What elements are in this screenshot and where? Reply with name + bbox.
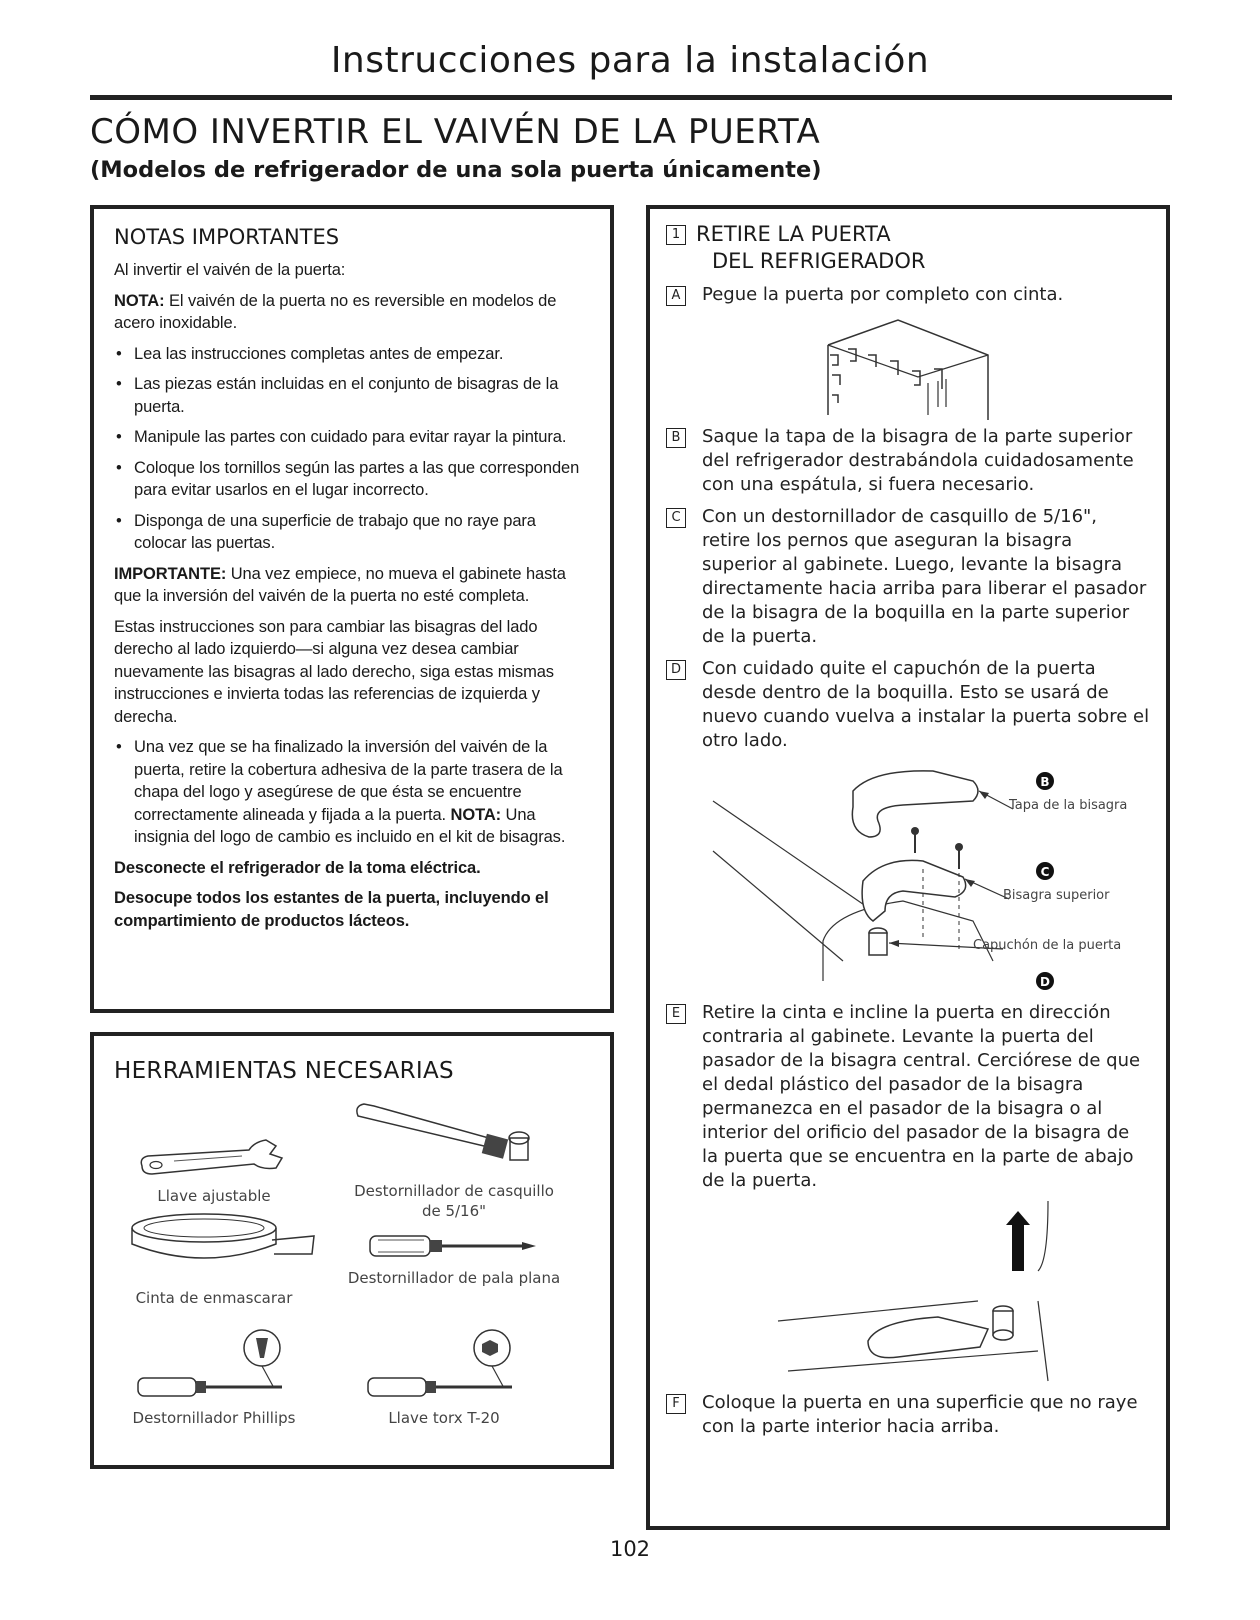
step-text: Con cuidado quite el capuchón de la puerta desde dentro de la boquilla. Esto se usará de nuevo cuando vuelva a instalar la puerta sobre el otro lado. <box>702 658 1150 751</box>
remove-door-steps-box <box>646 205 1170 1530</box>
importante-text: Una vez empiece, no mueva el gabinete hasta que la inversión del vaivén de la puerta no esté completa. <box>114 564 566 605</box>
masking-tape-icon <box>124 1206 324 1276</box>
step-c <box>666 505 1150 649</box>
step-letter: F <box>666 1394 686 1414</box>
step-e <box>666 1001 1150 1193</box>
taped-door-illustration <box>808 315 1008 425</box>
tool-label-flat: Destornillador de pala plana <box>347 1269 561 1287</box>
hinge-removal-diagram <box>673 761 1143 1001</box>
list-item: • Las piezas están incluidas en el conjunto de bisagras de la puerta. <box>114 373 590 418</box>
tools-box <box>90 1032 614 1469</box>
nota-stainless <box>114 290 590 335</box>
adjustable-wrench-icon <box>134 1136 294 1186</box>
lift-door-diagram <box>718 1201 1098 1391</box>
step-title-line-2: DEL REFRIGERADOR <box>712 249 926 273</box>
page-title: CÓMO INVERTIR EL VAIVÉN DE LA PUERTA <box>90 112 821 152</box>
step-text: Coloque la puerta en una superficie que no raye con la parte interior hacia arriba. <box>702 1392 1138 1437</box>
notes-intro: Al invertir el vaivén de la puerta: <box>114 261 346 279</box>
step-text: Pegue la puerta por completo con cinta. <box>702 284 1064 305</box>
step-text: Saque la tapa de la bisagra de la parte superior del refrigerador destrabándola cuidadosamente con una espátula, si fuera necesario. <box>702 426 1134 495</box>
notes-title: NOTAS IMPORTANTES <box>114 225 340 249</box>
list-item <box>114 736 590 849</box>
step-letter: B <box>666 428 686 448</box>
tool-label-wrench: Llave ajustable <box>157 1187 271 1205</box>
list-item: • Coloque los tornillos según las partes a las que corresponden para evitar usarlos en el lugar incorrecto. <box>114 457 590 502</box>
step-d <box>666 657 1150 753</box>
list-item: • Manipule las partes con cuidado para evitar rayar la pintura. <box>114 426 590 449</box>
tools-title: HERRAMIENTAS NECESARIAS <box>114 1058 454 1084</box>
importante-label: IMPORTANTE: <box>114 564 227 583</box>
step-text: Con un destornillador de casquillo de 5/16", retire los pernos que aseguran la bisagra superior al gabinete. Luego, levante la bisagra directamente hacia arriba para liberar el pasador de la bisagra de la boquilla en la parte superior de la puerta. <box>702 506 1147 647</box>
step-title <box>696 221 925 275</box>
step-f <box>666 1391 1150 1439</box>
list-item: • Lea las instrucciones completas antes de empezar. <box>114 343 590 366</box>
page-number: 102 <box>609 1537 651 1561</box>
tool-label-socket: Destornillador de casquillo de 5/16" <box>354 1182 554 1220</box>
step-letter: A <box>666 286 686 306</box>
step-a <box>666 283 1150 307</box>
socket-driver-icon <box>344 1096 544 1176</box>
tool-label-torx: Llave torx T-20 <box>388 1409 500 1427</box>
important-notes-box <box>90 205 614 1013</box>
step-letter: D <box>666 660 686 680</box>
nota-text: Una insignia del logo de cambio es incluido en el kit de bisagras. <box>134 805 566 846</box>
step-number: 1 <box>666 225 686 245</box>
phillips-screwdriver-icon <box>134 1326 304 1406</box>
section-title: Instrucciones para la instalación <box>330 40 930 81</box>
label-capuchon: Capuchón de la puerta <box>973 938 1122 953</box>
nota-text: El vaivén de la puerta no es reversible en modelos de acero inoxidable. <box>114 291 557 332</box>
step-title-line-1: RETIRE LA PUERTA <box>696 222 891 246</box>
notes-bullet-list <box>114 343 590 555</box>
marker-d: D <box>1040 975 1050 989</box>
label-bisagra: Bisagra superior <box>1003 888 1110 903</box>
warning-empty-shelves: Desocupe todos los estantes de la puerta, incluyendo el compartimiento de productos lácteos. <box>114 889 549 930</box>
importante-note <box>114 563 590 608</box>
page-subtitle: (Modelos de refrigerador de una sola puerta únicamente) <box>90 157 822 183</box>
notes-bullet-list-2 <box>114 736 590 849</box>
flat-screwdriver-icon <box>364 1226 544 1266</box>
marker-b: B <box>1040 775 1050 789</box>
nota-label: NOTA: <box>114 291 165 310</box>
step-b <box>666 425 1150 497</box>
step-letter: E <box>666 1004 686 1024</box>
notes-body <box>114 259 590 932</box>
nota-label: NOTA: <box>450 805 502 824</box>
label-tapa: Tapa de la bisagra <box>1009 798 1128 813</box>
list-item: • Disponga de una superficie de trabajo que no raye para colocar las puertas. <box>114 510 590 555</box>
marker-c: C <box>1040 865 1050 879</box>
warning-disconnect: Desconecte el refrigerador de la toma eléctrica. <box>114 858 481 877</box>
tool-label-phillips: Destornillador Phillips <box>132 1409 296 1427</box>
notes-paragraph: Estas instrucciones son para cambiar las bisagras del lado derecho al lado izquierdo—si alguna vez desea cambiar nuevamente las bisagras al lado derecho, siga estas mismas instrucciones e invierta todas las referencias de izquierda y derecha. <box>114 617 554 726</box>
step-heading <box>666 221 1150 275</box>
bullet-text: Una vez que se ha finalizado la inversión del vaivén de la puerta, retire la cobertura adhesiva de la parte trasera de la chapa del logo y asegúrese de que ésta se encuentre correctamente alineada y fijada a la puerta. <box>134 738 563 824</box>
torx-wrench-icon <box>364 1326 534 1406</box>
step-text: Retire la cinta e incline la puerta en dirección contraria al gabinete. Levante la puerta del pasador de la bisagra central. Cerciórese de que el dedal plástico del pasador de la bisagra permanezca en el pasador de la bisagra o al interior del orificio del pasador de la bisagra de la puerta que se encuentra en la parte de abajo de la puerta. <box>702 1002 1141 1191</box>
header-rule <box>90 95 1172 100</box>
step-letter: C <box>666 508 686 528</box>
tool-label-tape: Cinta de enmascarar <box>135 1289 293 1307</box>
